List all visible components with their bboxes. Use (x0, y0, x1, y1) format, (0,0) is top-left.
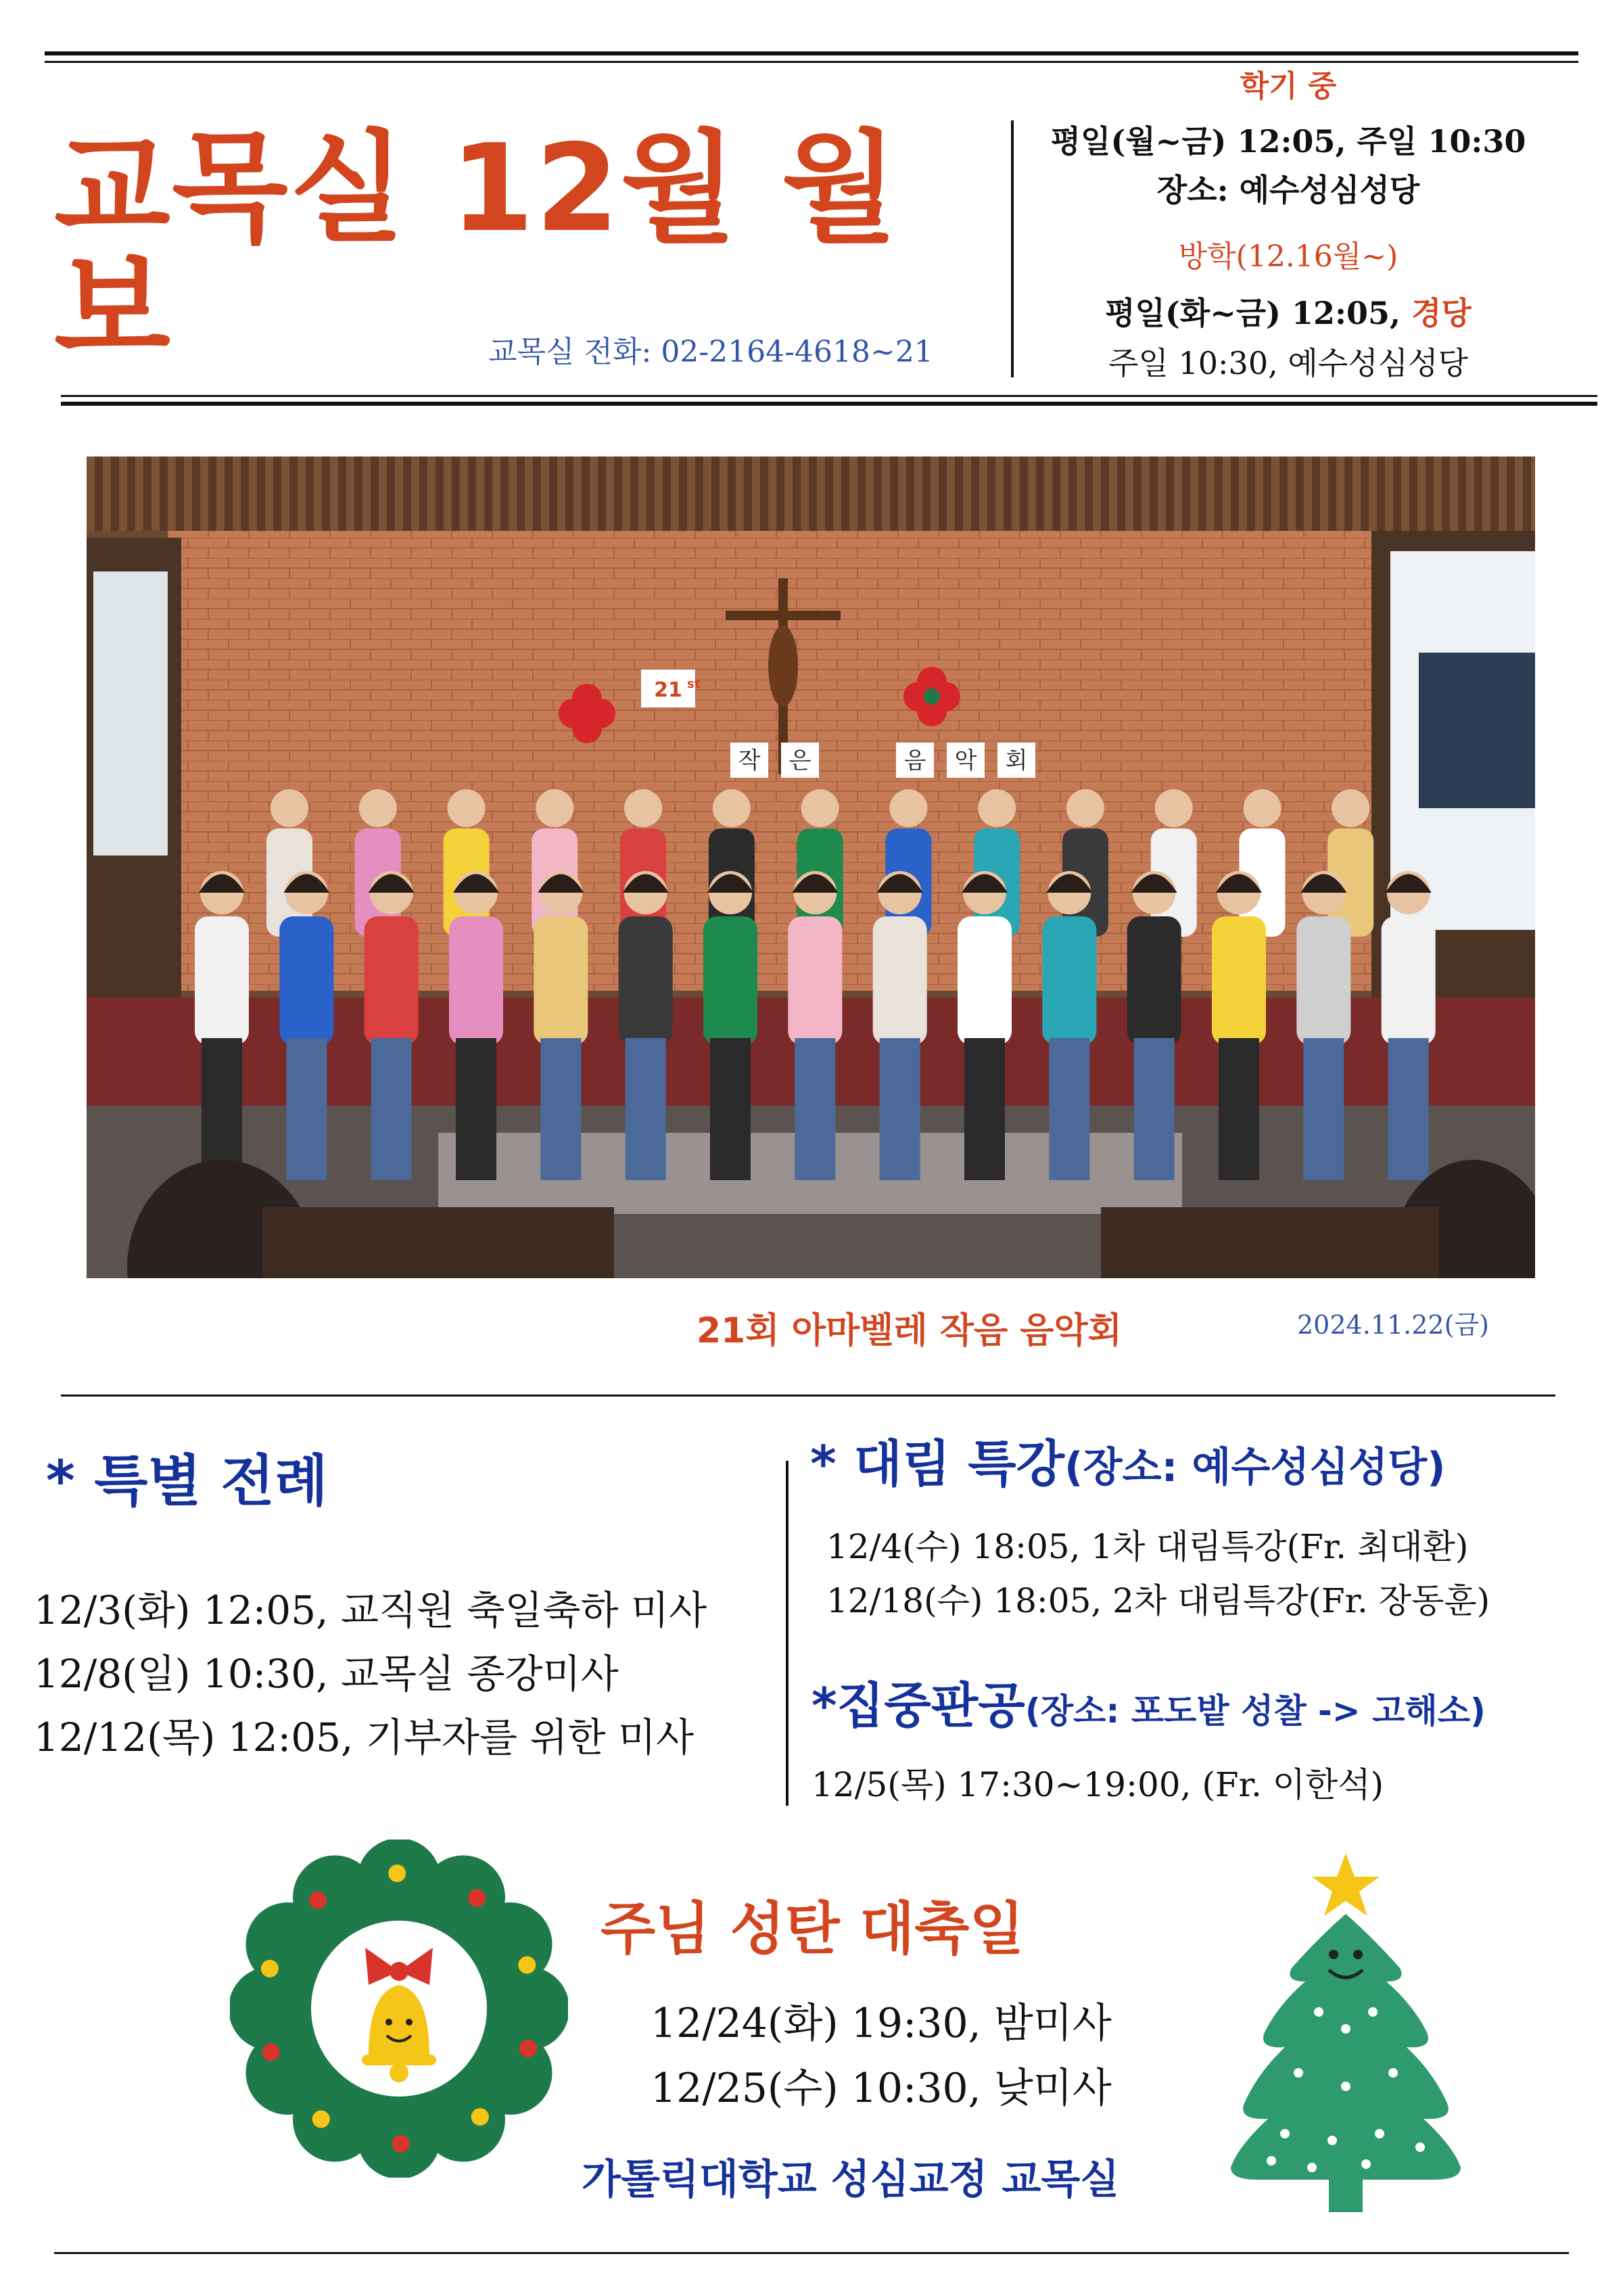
header-divider (1011, 120, 1014, 377)
confession-item-1: 12/5(목) 17:30~19:00, (Fr. 이한석) (812, 1765, 1384, 1804)
advent-heading-place: (장소: 예수성심성당) (1064, 1444, 1446, 1491)
confession-heading-place: (장소: 포도밭 성찰 -> 고해소) (1025, 1691, 1486, 1731)
vacation-label: 방학(12.16월~) (1178, 239, 1398, 274)
confession-heading (812, 1677, 1486, 1734)
banner-letter: 음 (903, 747, 926, 774)
advent-heading (810, 1435, 1446, 1493)
special-liturgy-heading: * 특별 전례 (46, 1449, 328, 1514)
special-liturgy-list (34, 1587, 707, 1760)
special-liturgy-item-2: 12/8(일) 10:30, 교목실 종강미사 (34, 1651, 619, 1697)
header-top-rule-thin (45, 61, 1578, 63)
page-title: 교목실 12월 월보 (54, 118, 899, 379)
christmas-list (651, 2000, 1112, 2112)
photo-date: 2024.11.22(금) (1297, 1310, 1489, 1340)
header-bottom-rule-thin (61, 395, 1597, 397)
semester-weekday: 평일(월~금) 12:05, 주일 10:30 (1050, 123, 1526, 160)
banner-letter: 회 (1005, 747, 1028, 774)
footer-rule (54, 2252, 1569, 2254)
vacation-weekday-time: 평일(화~금) 12:05, (1105, 295, 1411, 331)
header-top-rule (45, 51, 1578, 55)
semester-label: 학기 중 (1240, 69, 1337, 103)
advent-item-1: 12/4(수) 18:05, 1차 대림특강(Fr. 최대환) (826, 1527, 1469, 1566)
advent-item-2: 12/18(수) 18:05, 2차 대림특강(Fr. 장동훈) (826, 1581, 1490, 1620)
advent-heading-title: * 대림 특강 (810, 1435, 1065, 1493)
special-liturgy-item-3: 12/12(목) 12:05, 기부자를 위한 미사 (34, 1714, 694, 1760)
banner-letter: 은 (789, 747, 812, 774)
vacation-sunday: 주일 10:30, 예수성심성당 (1108, 345, 1468, 381)
footer-organization: 가톨릭대학교 성심교정 교목실 (582, 2156, 1120, 2203)
tree-icon (1231, 1914, 1461, 2180)
column-divider (786, 1461, 789, 1806)
special-liturgy-item-1: 12/3(화) 12:05, 교직원 축일축하 미사 (34, 1587, 707, 1633)
banner-letter: 작 (738, 747, 761, 774)
banner-st: st (687, 677, 701, 691)
wreath-illustration (230, 1840, 568, 2178)
christmas-item-1: 12/24(화) 19:30, 밤미사 (651, 2000, 1112, 2047)
banner-letter: 악 (954, 747, 977, 774)
semester-place: 장소: 예수성심성당 (1156, 172, 1420, 208)
confession-heading-title: *집중판공 (812, 1677, 1025, 1734)
section-divider (61, 1395, 1555, 1397)
phone-number: 교목실 전화: 02-2164-4618~21 (488, 335, 933, 369)
concert-photo (87, 456, 1535, 1278)
vacation-weekday-place: 경당 (1411, 295, 1472, 331)
performers (195, 789, 1436, 1180)
vacation-weekday (1018, 295, 1559, 331)
star-icon (1312, 1853, 1380, 1916)
christmas-item-2: 12/25(수) 10:30, 낮미사 (651, 2065, 1112, 2112)
advent-list (826, 1527, 1490, 1620)
photo-caption: 21회 아마벨레 작음 음악회 (697, 1311, 1122, 1351)
header-bottom-rule (61, 402, 1597, 406)
banner-21: 21 (654, 678, 682, 702)
tree-illustration (1217, 1850, 1474, 2215)
christmas-heading: 주님 성탄 대축일 (601, 1896, 1025, 1962)
